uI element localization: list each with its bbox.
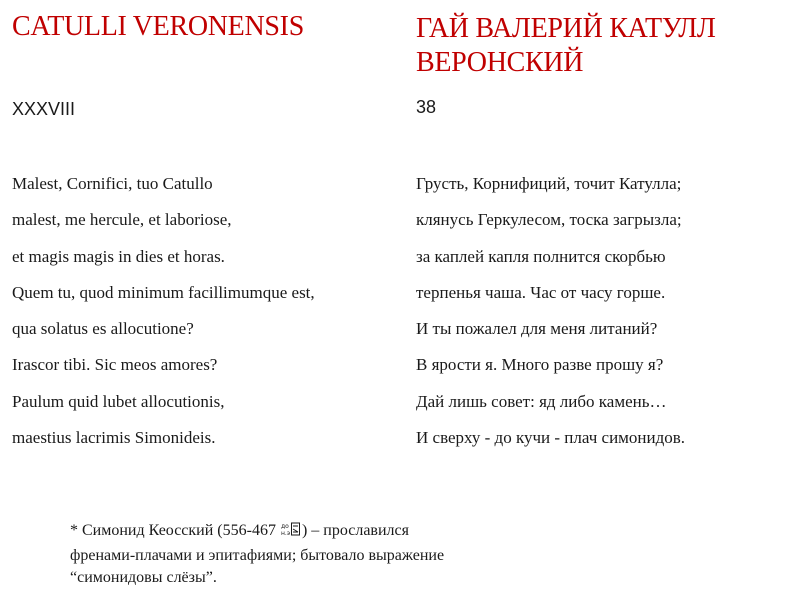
- poem-line: qua solatus es allocutione?: [12, 319, 194, 339]
- poem-line: И сверху - до кучи - плач симонидов.: [416, 428, 686, 448]
- latin-poem-number: XXXVIII: [12, 99, 76, 119]
- latin-poem: [12, 173, 315, 463]
- footnote-line: [70, 520, 550, 545]
- poem-line: Дай лишь совет: яд либо камень…: [416, 391, 667, 411]
- poem-line: et magis magis in dies et horas.: [12, 246, 225, 266]
- footnote-text: * Симонид Кеосский (556-467: [70, 522, 276, 539]
- footnote: [70, 520, 550, 590]
- footnote-line: френами-плачами и эпитафиями; бытовало выражение: [70, 546, 445, 564]
- poem-line: клянусь Геркулесом, тоска загрызла;: [416, 210, 682, 230]
- poem-line: В ярости я. Много разве прошу я?: [416, 355, 664, 375]
- poem-line: maestius lacrimis Simonideis.: [12, 428, 216, 448]
- russian-poem-number: 38: [416, 97, 437, 117]
- poem-line: Paulum quid lubet allocutionis,: [12, 391, 225, 411]
- poem-line: терпенья чаша. Час от часу горше.: [416, 282, 666, 302]
- poem-line: за каплей капля полнится скорбью: [416, 246, 666, 266]
- russian-poem: [416, 173, 685, 463]
- svg-text:до: до: [280, 523, 289, 530]
- poem-line: И ты пожалел для меня литаний?: [416, 319, 658, 339]
- latin-title: CATULLI VERONENSIS: [12, 11, 304, 42]
- poem-line: Грусть, Корнифиций, точит Катулла;: [416, 174, 682, 193]
- svg-text:н.э: н.э: [280, 530, 291, 537]
- footnote-text: ) – прославился: [301, 522, 409, 539]
- poem-line: malest, me hercule, et laboriose,: [12, 210, 232, 230]
- poem-line: Irascor tibi. Sic meos amores?: [12, 355, 218, 375]
- russian-title: ГАЙ ВАЛЕРИЙ КАТУЛЛ ВЕРОНСКИЙ: [416, 13, 716, 78]
- bc-era-glyph-icon: [281, 521, 301, 545]
- footnote-line: “симонидовы слёзы”.: [70, 569, 217, 586]
- poem-line: Quem tu, quod minimum facillimumque est,: [12, 282, 315, 302]
- poem-line: Malest, Cornifici, tuo Catullo: [12, 174, 213, 193]
